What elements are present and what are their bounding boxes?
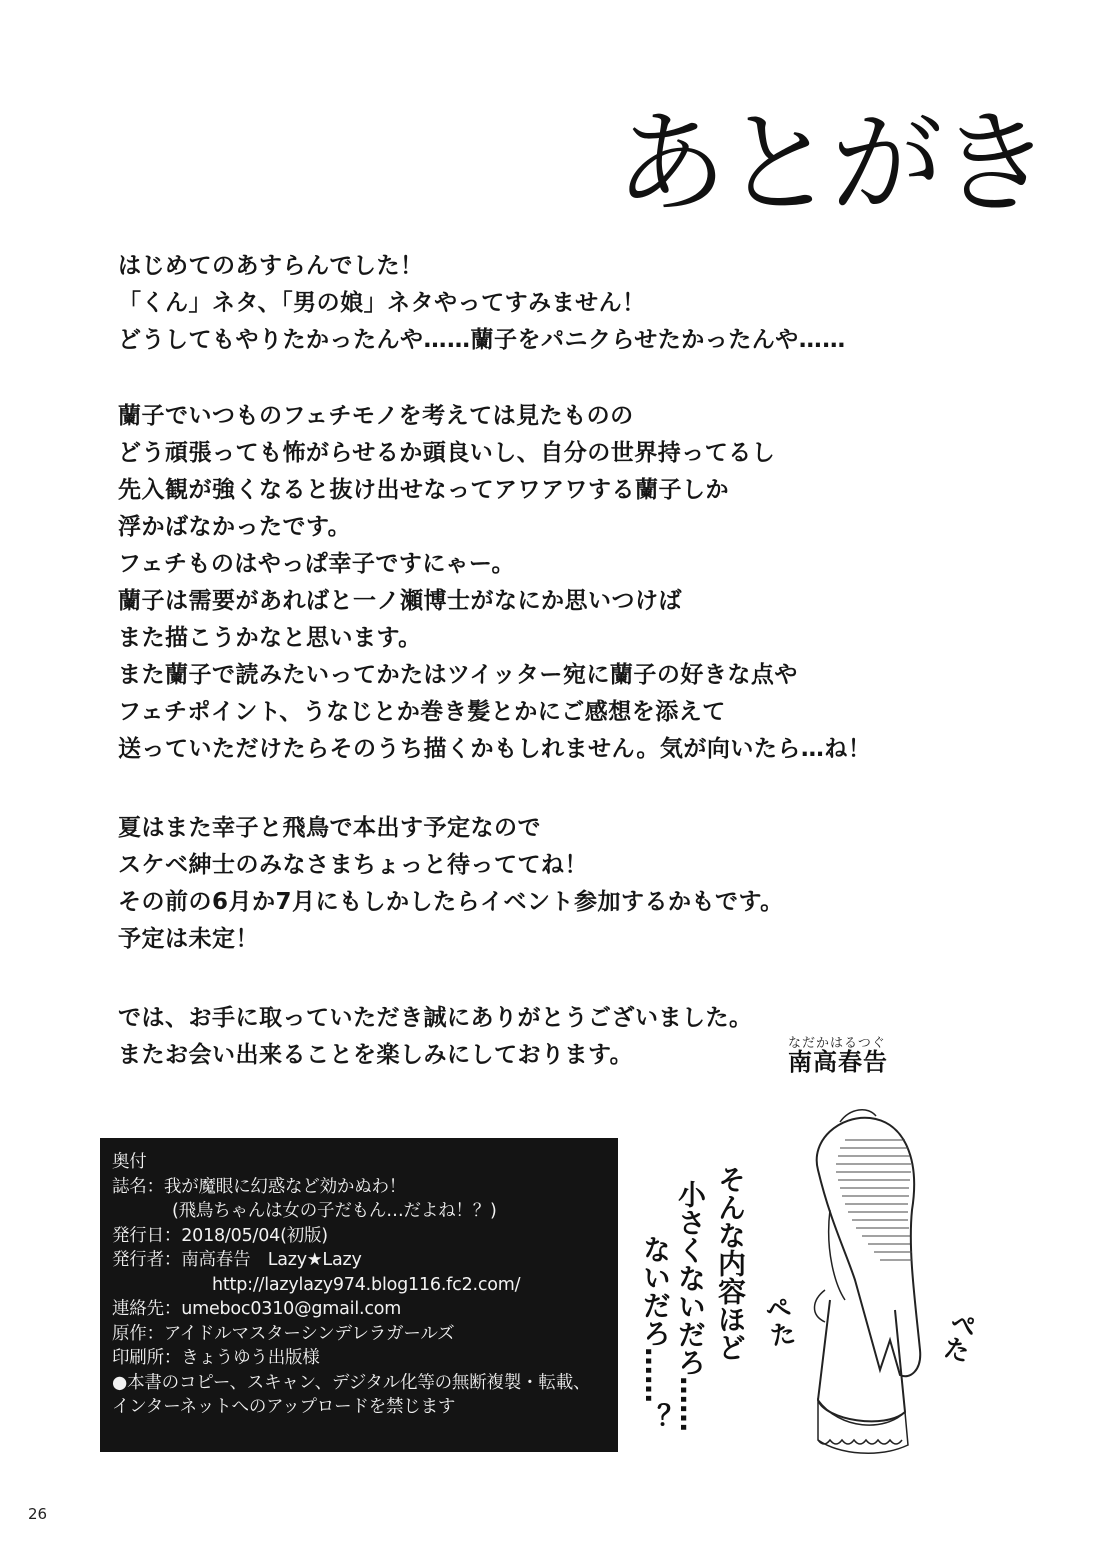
text-line: 夏はまた幸子と飛鳥で本出す予定なので — [118, 815, 541, 841]
text-line: 蘭子は需要があればと一ノ瀬博士がなにか思いつけば — [118, 588, 682, 614]
colophon-notice-2: インターネットへのアップロードを禁じます — [112, 1397, 456, 1417]
text-line: その前の6月か7月にもしかしたらイベント参加するかもです。 — [118, 889, 784, 915]
author-ruby: なだかはるつぐ — [788, 1036, 886, 1051]
colophon-contact: 連絡先：umeboc0310@gmail.com — [112, 1299, 402, 1319]
sfx-pat-1: ぺた — [758, 1292, 798, 1350]
sfx-pat-2: ぺた — [936, 1306, 980, 1365]
colophon-title: 誌名：我が魔眼に幻惑など効かぬわ！ — [112, 1176, 407, 1197]
colophon-notice-1: ●本書のコピー、スキャン、デジタル化等の無断複製・転載、 — [112, 1372, 591, 1393]
colophon-publisher: 発行者：南高春告 Lazy★Lazy — [112, 1250, 362, 1270]
paragraph-1 — [118, 248, 938, 359]
author-name: 南高春告 — [788, 1048, 888, 1076]
colophon-heading: 奥付 — [112, 1152, 147, 1172]
colophon-box — [100, 1138, 618, 1452]
text-line: どうしてもやりたかったんや……蘭子をパニクらせたかったんや…… — [118, 327, 846, 353]
text-line: またお会い出来ることを楽しみにしております。 — [118, 1042, 634, 1068]
text-line: 送っていただけたらそのうち描くかもしれません。気が向いたら…ね！ — [118, 736, 872, 762]
text-line: フェチものはやっぱ幸子ですにゃー。 — [118, 551, 515, 577]
speech-line-2: 小さくないだろ…… — [674, 1180, 707, 1432]
colophon-printer: 印刷所：きょうゆう出版様 — [112, 1348, 320, 1368]
text-line: 先入観が強くなると抜け出せなってアワアワする蘭子しか — [118, 477, 729, 503]
text-line: はじめてのあすらんでした！ — [118, 253, 424, 279]
colophon-date: 発行日：2018/05/04(初版) — [112, 1225, 328, 1246]
text-line: では、お手に取っていただき誠にありがとうございました。 — [118, 1005, 753, 1031]
text-line: また蘭子で読みたいってかたはツイッター宛に蘭子の好きな点や — [118, 662, 798, 688]
text-line: スケベ紳士のみなさまちょっと待っててね！ — [118, 852, 588, 878]
text-line: また描こうかなと思います。 — [118, 625, 422, 651]
text-line: 蘭子でいつものフェチモノを考えては見たものの — [118, 403, 634, 429]
paragraph-3 — [118, 810, 938, 958]
paragraph-2 — [118, 398, 938, 768]
chibi-illustration — [640, 1100, 980, 1460]
text-line: 予定は未定！ — [118, 926, 259, 952]
speech-line-1: そんな内容ほど — [714, 1165, 747, 1361]
text-line: どう頑張っても怖がらせるか頭良いし、自分の世界持ってるし — [118, 440, 776, 466]
colophon-original: 原作：アイドルマスターシンデレラガールズ — [112, 1323, 455, 1344]
text-line: フェチポイント、うなじとか巻き髪とかにご感想を添えて — [118, 699, 726, 725]
colophon-url: http://lazylazy974.blog116.fc2.com/ — [212, 1274, 521, 1295]
page-number: 26 — [28, 1505, 48, 1523]
speech-line-3: ないだろ……？ — [639, 1235, 672, 1431]
page-title: あとがき — [615, 99, 1047, 229]
text-line: 「くん」ネタ、「男の娘」ネタやってすみません！ — [118, 290, 646, 316]
colophon-subtitle: (飛鳥ちゃんは女の子だもん…だよね！？) — [172, 1201, 497, 1221]
text-line: 浮かばなかったです。 — [118, 514, 352, 540]
